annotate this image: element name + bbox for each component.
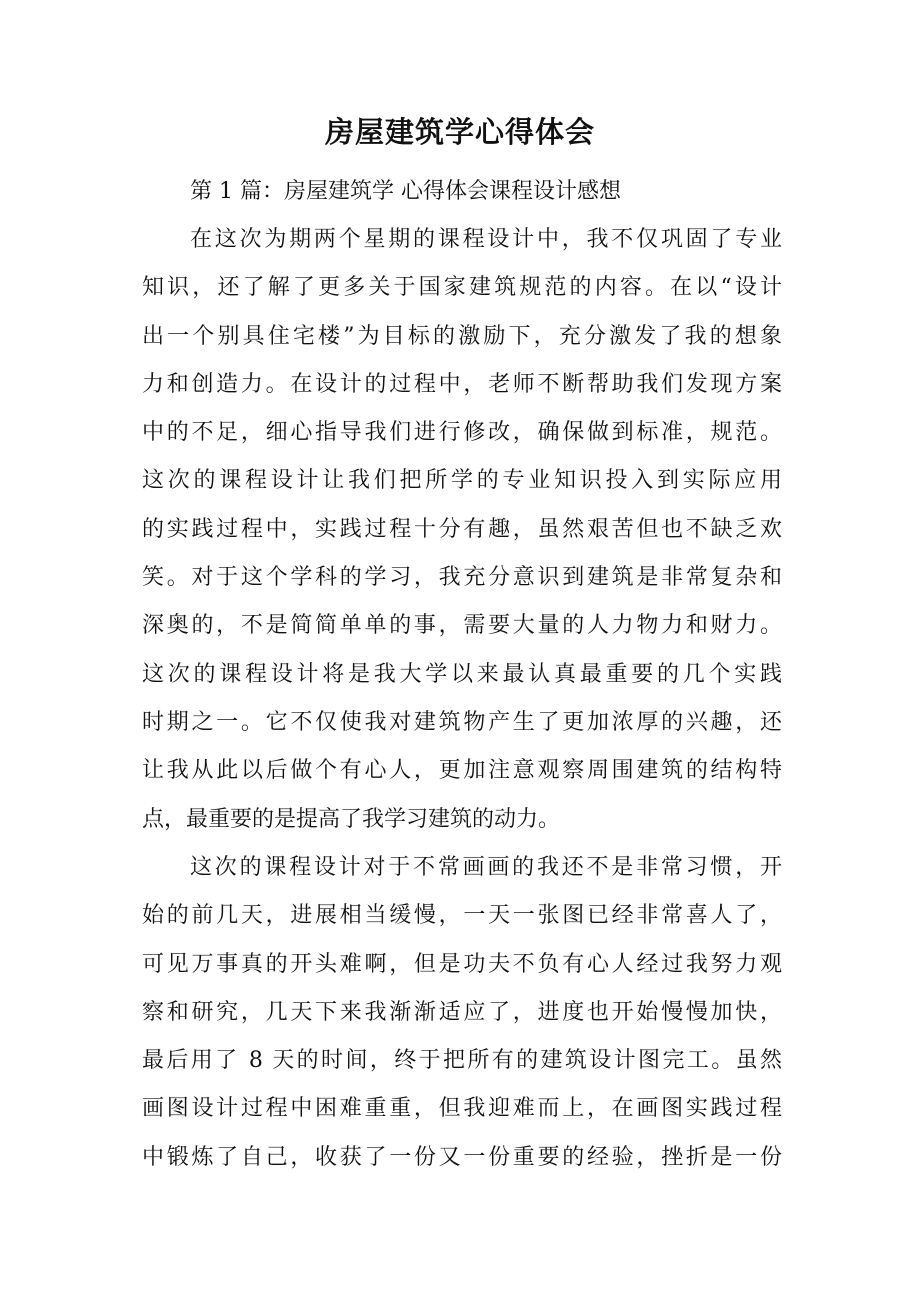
paragraph-line: 力和创造力。在设计的过程中，老师不断帮助我们发现方案	[142, 371, 782, 397]
paragraph-2	[142, 844, 782, 1182]
paragraph-line: 知识，还了解了更多关于国家建筑规范的内容。在以“设计	[142, 275, 782, 301]
paragraph-line: 出一个别具住宅楼”为目标的激励下，充分激发了我的想象	[142, 323, 782, 349]
paragraph-line: 时期之一。它不仅使我对建筑物产生了更加浓厚的兴趣，还	[142, 709, 782, 735]
paragraph-line: 可见万事真的开头难啊，但是功夫不负有心人经过我努力观	[142, 951, 782, 977]
paragraph-line: 中锻炼了自己，收获了一份又一份重要的经验，挫折是一份	[142, 1144, 782, 1170]
document-title: 房屋建筑学心得体会	[324, 115, 595, 149]
paragraph-line: 察和研究，几天下来我渐渐适应了，进度也开始慢慢加快，	[142, 999, 782, 1025]
paragraph-line: 中的不足，细心指导我们进行修改，确保做到标准，规范。	[142, 420, 782, 446]
paragraph-line: 这次的课程设计对于不常画画的我还不是非常习惯，开	[190, 855, 782, 880]
paragraph-line: 笑。对于这个学科的学习，我充分意识到建筑是非常复杂和	[142, 565, 782, 591]
paragraph-line: 的实践过程中，实践过程十分有趣，虽然艰苦但也不缺乏欢	[142, 516, 782, 542]
paragraph-line: 在这次为期两个星期的课程设计中，我不仅巩固了专业	[190, 227, 782, 252]
paragraph-line: 让我从此以后做个有心人，更加注意观察周围建筑的结构特	[142, 758, 782, 784]
paragraph-line: 点，最重要的是提高了我学习建筑的动力。	[142, 806, 561, 832]
paragraph-line: 画图设计过程中困难重重，但我迎难而上，在画图实践过程	[142, 1096, 782, 1122]
paragraph-line: 这次的课程设计将是我大学以来最认真最重要的几个实践	[142, 661, 782, 687]
paragraph-line: 最后用了 8 天的时间，终于把所有的建筑设计图完工。虽然	[142, 1048, 782, 1074]
paragraph-line: 这次的课程设计让我们把所学的专业知识投入到实际应用	[142, 468, 782, 494]
paragraph-line: 始的前几天，进展相当缓慢，一天一张图已经非常喜人了，	[142, 903, 782, 929]
paragraph-1	[142, 216, 782, 844]
paragraph-line: 深奥的，不是简简单单的事，需要大量的人力物力和财力。	[142, 613, 782, 639]
section-heading: 第 1 篇：房屋建筑学 心得体会课程设计感想	[190, 179, 621, 204]
